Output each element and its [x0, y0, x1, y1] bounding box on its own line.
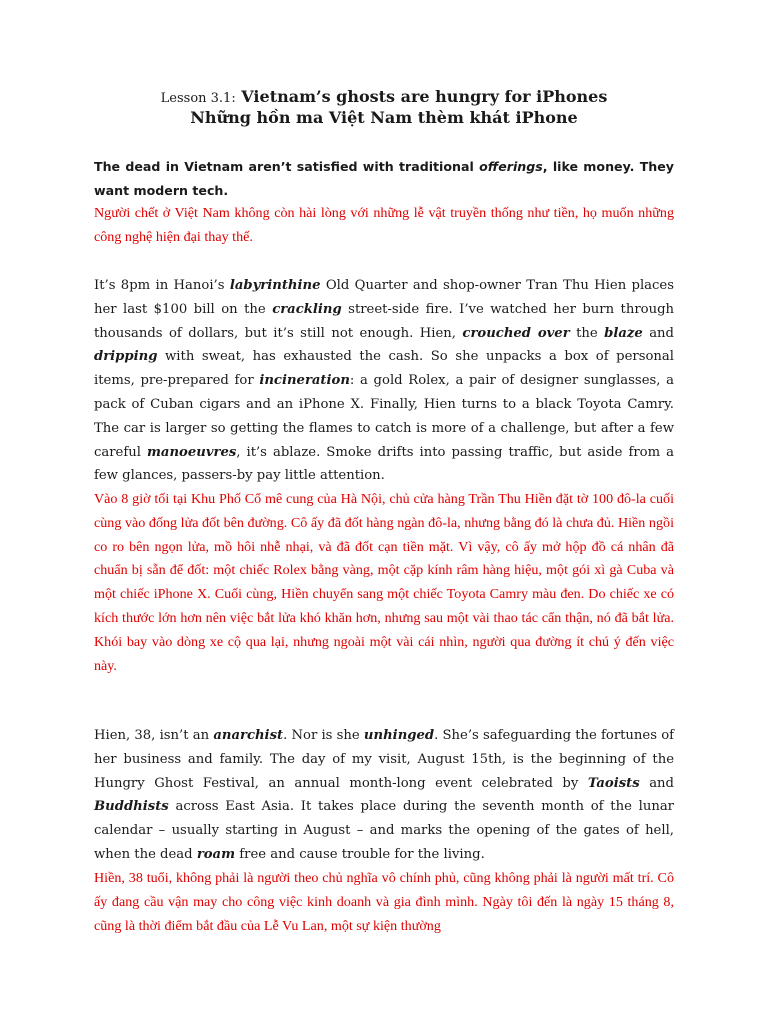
vocab-term: crackling: [272, 301, 342, 317]
text-run: , it’s ablaze. Smoke drifts into passing traffic, but aside from a few glances, passers-by pay little attention.: [94, 444, 675, 484]
text-run: Hien, 38, isn’t an: [94, 728, 214, 743]
vocab-term: Buddhists: [94, 799, 169, 815]
text-run: . Nor is she: [283, 728, 364, 743]
text-run: the: [569, 325, 605, 341]
vocab-term: dripping: [94, 349, 158, 365]
title-text: Vietnam’s ghosts are hungry for iPhones: [241, 87, 608, 106]
text-run: and: [639, 775, 674, 791]
text-run: street-side fire. I’ve watched her burn through thousands of dollars, but it’s still not enough. Hien,: [94, 301, 675, 341]
text-run: : a gold Rolex, a pair of designer sunglasses, a pack of Cuban cigars and an iPhone X. Finally, Hien turns to a black Toyota Camry. The car is larger so getting the flames to catch is more of a challenge, but after a few careful: [94, 373, 674, 460]
text-run: free and cause trouble for the living.: [235, 846, 485, 862]
vocab-term: incineration: [259, 373, 350, 389]
text-run: . She’s safeguarding the fortunes of her business and family. The day of my visit, August 15th, is the beginning of the Hungry Ghost Festival, an annual month-long event celebrated by: [94, 728, 675, 791]
text-run: It’s 8pm in Hanoi’s: [94, 278, 230, 293]
vocab-term: manoeuvres: [146, 444, 237, 460]
vocab-term: labyrinthine: [229, 278, 321, 293]
text-run: and: [642, 325, 674, 341]
vocab-term: anarchist: [213, 728, 284, 743]
text-run: Old Quarter and shop-owner Tran Thu Hien places her last $100 bill on the: [94, 278, 674, 317]
vocab-term: unhinged: [363, 728, 435, 743]
text-run: The dead in Vietnam aren’t satisfied with traditional: [94, 159, 480, 174]
vocab-term: roam: [196, 846, 236, 862]
lead-paragraph: [94, 155, 674, 203]
text-run: , like money. They want modern tech.: [94, 159, 675, 198]
lead-translation: Người chết ở Việt Nam không còn hài lòng với những lễ vật truyền thống như tiền, họ muốn những công nghệ hiện đại thay thế.: [94, 205, 674, 245]
paragraph-2: [94, 724, 674, 867]
vocab-term: crouched over: [462, 325, 570, 341]
vocab-term: Taoists: [587, 775, 640, 791]
lesson-subtitle: Những hồn ma Việt Nam thèm khát iPhone: [190, 108, 578, 127]
paragraph-1: [94, 274, 674, 488]
paragraph-2-translation: Hiền, 38 tuổi, không phải là người theo chủ nghĩa vô chính phủ, cũng không phải là người mất trí. Cô ấy đang cầu vận may cho công việc kinh doanh và gia đình mình. Ngày tôi đến là ngày 15 tháng 8, cũng là thời điểm bắt đầu của Lễ Vu Lan, một sự kiện thường: [94, 870, 674, 934]
vocab-term: blaze: [604, 325, 643, 341]
text-run: with sweat, has exhausted the cash. So she unpacks a box of personal items, pre-prepared for: [94, 349, 674, 389]
lesson-title: [0, 87, 768, 106]
lesson-label: Lesson 3.1:: [160, 91, 236, 106]
vocab-term: offerings: [479, 159, 543, 174]
text-run: across East Asia. It takes place during the seventh month of the lunar calendar – usually starting in August – and marks the opening of the gates of hell, when the dead: [94, 799, 674, 862]
paragraph-1-translation: Vào 8 giờ tối tại Khu Phố Cổ mê cung của Hà Nội, chủ cửa hàng Trần Thu Hiền đặt tờ 100 đô-la cuối cùng vào đống lửa đốt bên đường. Cô ấy đã đốt hàng ngàn đô-la, nhưng bằng đó là chưa đủ. Hiền ngồi co ro bên ngọn lửa, mồ hôi nhễ nhại, và đã đốt cạn tiền mặt. Vì vậy, cô ấy mở hộp đồ cá nhân đã chuẩn bị sẵn để đốt: một chiếc Rolex bằng vàng, một cặp kính râm hàng hiệu, một gói xì gà Cuba và một chiếc iPhone X. Cuối cùng, Hiền chuyển sang một chiếc Toyota Camry màu đen. Do chiếc xe có kích thước lớn hơn nên việc bắt lửa khó khăn hơn, nhưng sau một vài thao tác cẩn thận, nó đã bắt lửa. Khói bay vào dòng xe cộ qua lại, nhưng ngoài một vài cái nhìn, người qua đường ít chú ý đến việc này.: [94, 491, 674, 674]
